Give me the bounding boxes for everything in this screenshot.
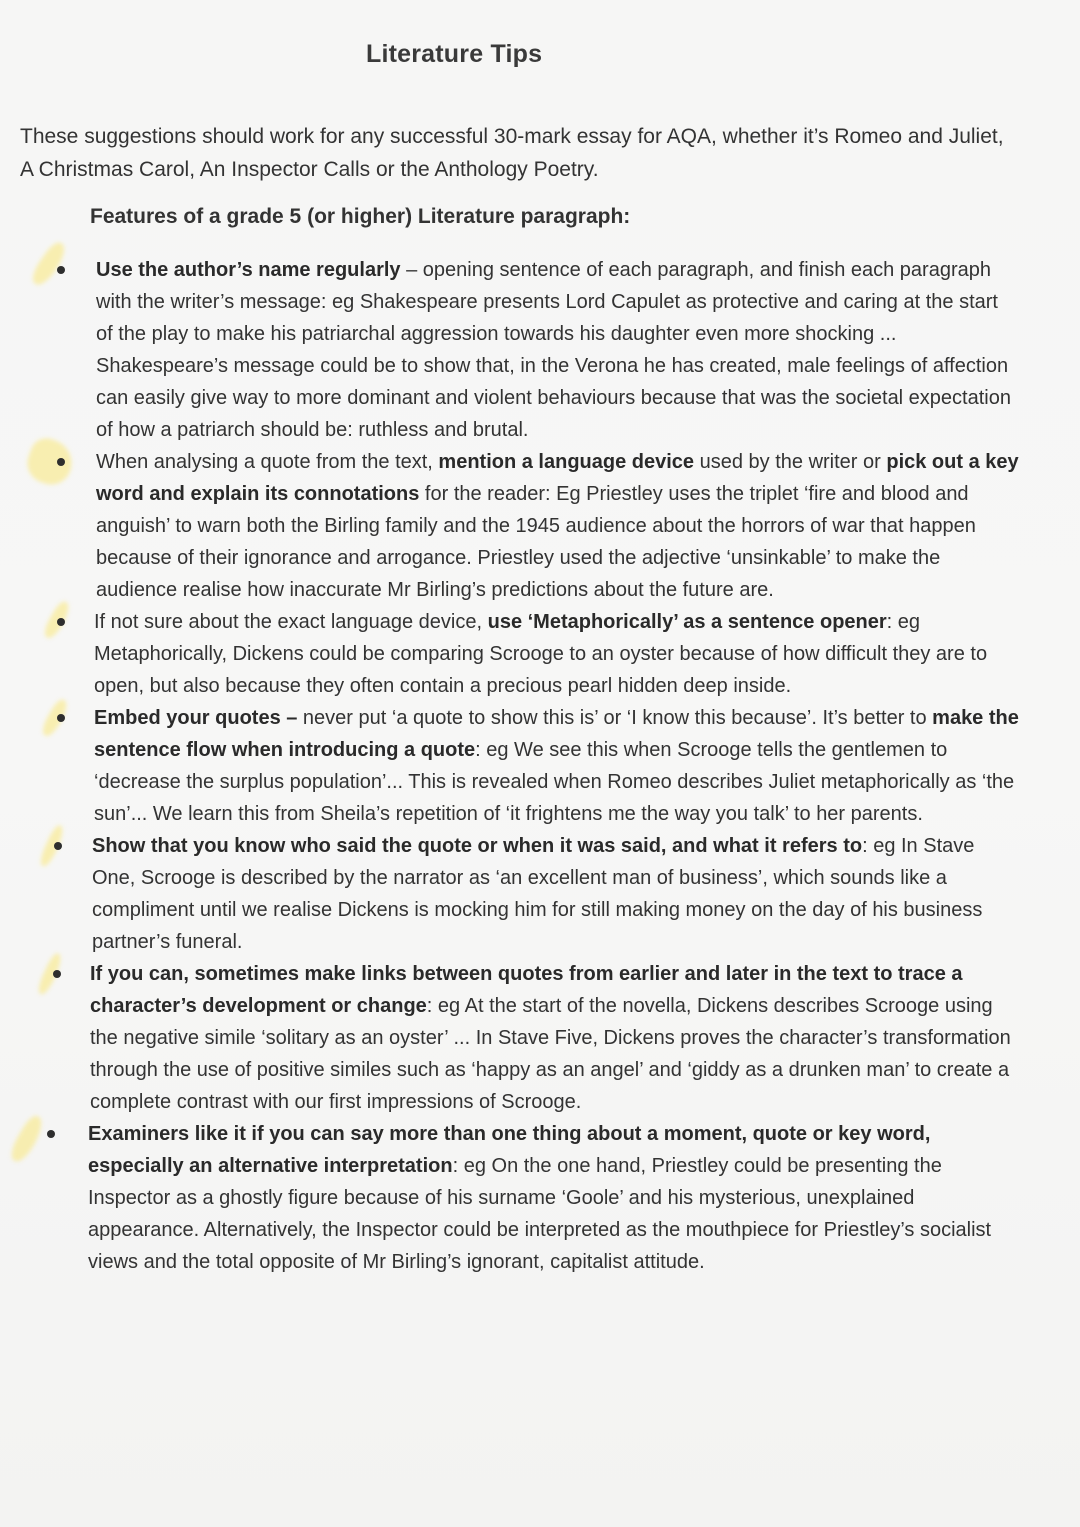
- highlighter-mark: [7, 1113, 48, 1165]
- bullet-icon: [57, 618, 65, 626]
- tip-bold: If you can, sometimes make links between quotes from earlier and later in the text to trace a character’s development or change: [90, 963, 963, 1017]
- tip-bold: Examiners like it if you can say more than one thing about a moment, quote or key word, especially an alternative interpretation: [88, 1123, 931, 1177]
- tip-pre: If not sure about the exact language device,: [94, 611, 488, 633]
- tip-author-name: [0, 254, 1080, 446]
- tip-text: : eg On the one hand, Priestley could be presenting the Inspector as a ghostly figure because of his surname ‘Goole’ and his mysterious, unexplained appearance. Alternatively, the Inspector could be interpreted as the mouthpiece for Priestley’s socialist views and the total opposite of Mr Birling’s ignorant, capitalist attitude.: [88, 1155, 992, 1273]
- tip-bold: Embed your quotes –: [94, 707, 298, 729]
- intro-paragraph: These suggestions should work for any successful 30-mark essay for AQA, whether it’s Romeo and Juliet, A Christmas Carol, An Inspector Calls or the Anthology Poetry.: [20, 125, 1004, 181]
- page-title: Literature Tips: [366, 40, 543, 68]
- tip-bold: mention a language device: [438, 451, 695, 473]
- bullet-icon: [47, 1130, 55, 1138]
- bullet-icon: [57, 266, 65, 274]
- tip-bold: use ‘Metaphorically’ as a sentence opener: [487, 611, 887, 633]
- bullet-icon: [57, 458, 65, 466]
- tip-text: : eg In Stave One, Scrooge is described by the narrator as ‘an excellent man of business’, which sounds like a compliment until we realise Dickens is mocking him for still making money on the day of his business partner’s funeral.: [92, 835, 983, 953]
- tip-bold: make the sentence flow when introducing a quote: [94, 707, 1019, 761]
- tip-bold: pick out a key word and explain its connotations: [96, 451, 1019, 505]
- tip-mid: used by the writer or: [694, 451, 887, 473]
- tip-text: : eg We see this when Scrooge tells the gentlemen to ‘decrease the surplus population’... This is revealed when Romeo describes Juliet metaphorically as ‘the sun’... We learn this from Sheila’s repetition of ‘it frightens me the way you talk’ to her parents.: [94, 739, 1015, 825]
- highlighter-mark: [39, 697, 71, 739]
- tip-bold: Use the author’s name regularly: [96, 259, 401, 281]
- tip-pre: When analysing a quote from the text,: [96, 451, 439, 473]
- tip-mid: never put ‘a quote to show this is’ or ‘I know this because’. It’s better to: [297, 707, 933, 729]
- tip-metaphorically: [0, 606, 1080, 702]
- bullet-icon: [53, 970, 61, 978]
- features-heading: Features of a grade 5 (or higher) Literature paragraph:: [90, 205, 631, 228]
- bullet-icon: [54, 842, 62, 850]
- tip-text: : eg At the start of the novella, Dickens describes Scrooge using the negative simile ‘solitary as an oyster’ ... In Stave Five, Dickens proves the character’s transformation through the use of positive similes such as ‘happy as an angel’ and ‘giddy as a drunken man’ to create a complete contrast with our first impressions of Scrooge.: [90, 995, 1011, 1113]
- bullet-icon: [57, 714, 65, 722]
- tip-make-links: [0, 958, 1080, 1118]
- tip-embed-quotes: [0, 702, 1080, 830]
- tip-text: for the reader: Eg Priestley uses the triplet ‘fire and blood and anguish’ to warn both the Birling family and the 1945 audience about the horrors of war that happen because of their ignorance and arrogance. Priestley used the adjective ‘unsinkable’ to make the audience realise how inaccurate Mr Birling’s predictions about the future are.: [96, 483, 976, 601]
- tip-text: – opening sentence of each paragraph, and finish each paragraph with the writer’s message: eg Shakespeare presents Lord Capulet as protective and caring at the start of the play to make his patriarchal aggression towards his daughter even more shocking ... Shakespeare’s message could be to show that, in the Verona he has created, male feelings of affection can easily give way to more dominant and violent behaviours because that was the societal expectation of how a patriarch should be: ruthless and brutal.: [96, 259, 1011, 441]
- tips-list: [0, 254, 1080, 1278]
- tip-text: : eg Metaphorically, Dickens could be comparing Scrooge to an oyster because of how difficult they are to open, but also because they often contain a precious pearl hidden deep inside.: [94, 611, 988, 697]
- highlighter-mark: [37, 824, 66, 869]
- tip-who-said: [0, 830, 1080, 958]
- tip-language-device: [0, 446, 1080, 606]
- tip-bold: Show that you know who said the quote or when it was said, and what it refers to: [92, 835, 863, 857]
- highlighter-mark: [28, 239, 70, 289]
- tip-alternative-interpretation: [0, 1118, 1080, 1278]
